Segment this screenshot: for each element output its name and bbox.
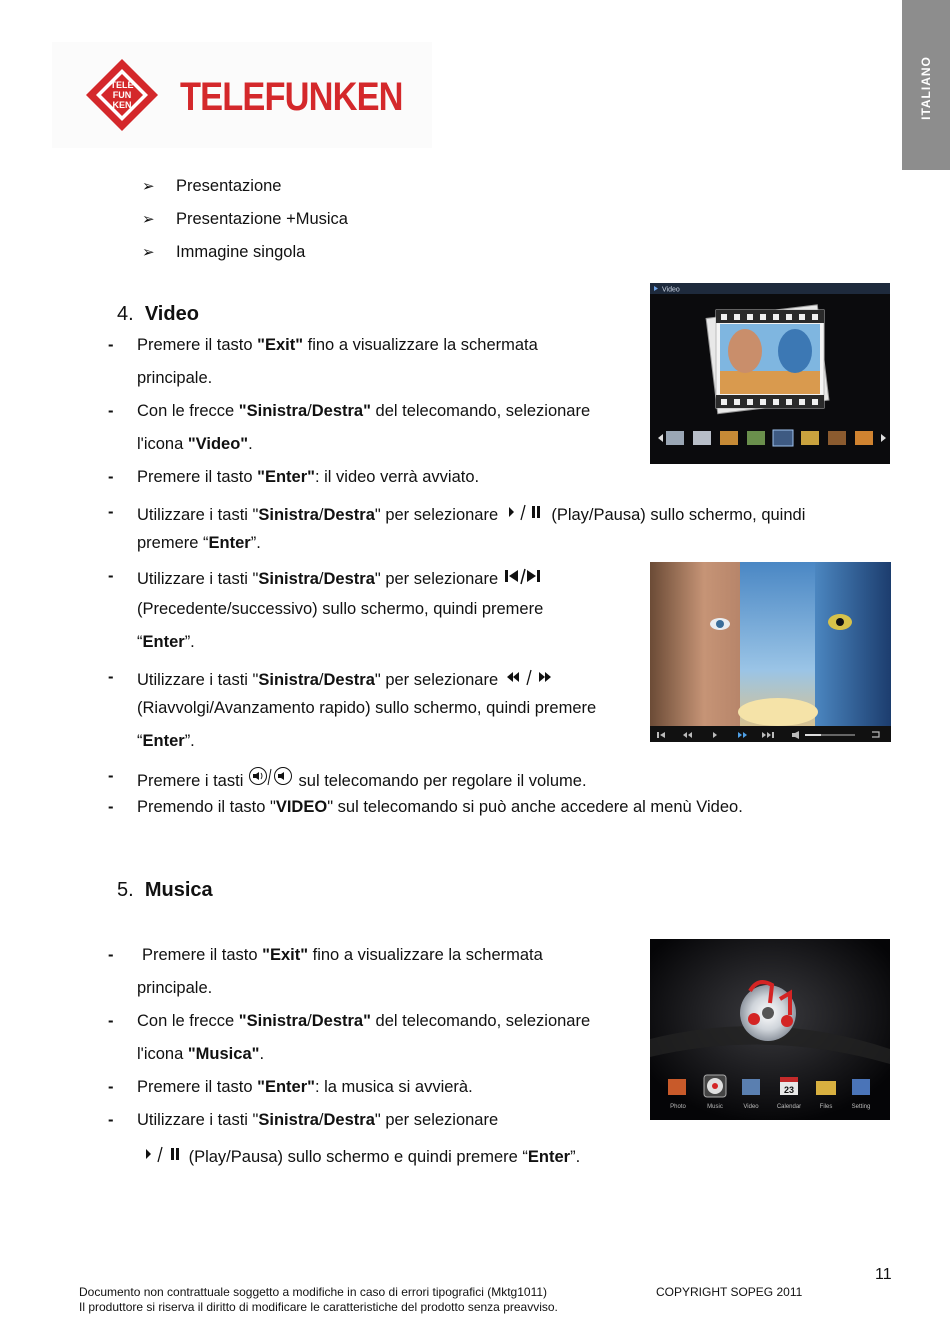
list-dash: - bbox=[108, 668, 114, 686]
list-dash: - bbox=[108, 567, 114, 585]
arrow-bullet-icon: ➢ bbox=[142, 211, 155, 228]
list-dash: - bbox=[108, 1012, 114, 1030]
video-step-8: Premendo il tasto "VIDEO" sul telecomando si può anche accedere al menù Video. bbox=[137, 798, 743, 816]
video-step-2-cont: l'icona "Video". bbox=[137, 435, 253, 453]
photo-mode-item: Presentazione bbox=[176, 177, 282, 195]
calendar-day: 23 bbox=[783, 1085, 795, 1095]
video-step-2: Con le frecce "Sinistra/Destra" del telecomando, selezionare bbox=[137, 402, 591, 420]
list-dash: - bbox=[108, 336, 114, 354]
music-section-heading bbox=[117, 879, 213, 902]
telefunken-emblem-icon bbox=[84, 57, 160, 133]
video-step-5: Utilizzare i tasti "Sinistra/Destra" per selezionare bbox=[137, 567, 545, 589]
video-step-5-cont2: “Enter”. bbox=[137, 633, 195, 651]
video-section-number: 4. bbox=[117, 303, 134, 325]
brand-name: TELEFUNKEN bbox=[180, 75, 403, 119]
video-menu-screenshot bbox=[650, 283, 890, 464]
menu-label-music: Music bbox=[707, 1104, 723, 1110]
list-dash: - bbox=[108, 1111, 114, 1129]
arrow-bullet-icon: ➢ bbox=[142, 178, 155, 195]
music-step-1: Premere il tasto "Exit" fino a visualizzare la schermata bbox=[142, 946, 543, 964]
menu-label-setting: Setting bbox=[851, 1104, 871, 1110]
list-dash: - bbox=[108, 767, 114, 785]
footer-rights: Il produttore si riserva il diritto di modificare le caratteristiche del prodotto senza preavviso. bbox=[79, 1300, 558, 1314]
music-step-2-cont: l'icona "Musica". bbox=[137, 1045, 265, 1063]
music-section-number: 5. bbox=[117, 879, 134, 901]
video-step-4: Utilizzare i tasti "Sinistra/Destra" per selezionare (Play/Pausa) sullo schermo, quindi bbox=[137, 503, 805, 525]
video-section-title: Video bbox=[144, 303, 199, 325]
emblem-line-3: KEN bbox=[112, 100, 132, 110]
list-dash: - bbox=[108, 402, 114, 420]
list-dash: - bbox=[108, 503, 114, 521]
volume-buttons-icon bbox=[248, 767, 294, 787]
list-dash: - bbox=[108, 798, 114, 816]
menu-label-video: Video bbox=[743, 1104, 759, 1110]
music-section-title: Musica bbox=[144, 879, 213, 901]
video-step-6-cont2: “Enter”. bbox=[137, 732, 195, 750]
video-step-4-cont: premere “Enter”. bbox=[137, 534, 261, 552]
video-menu-header: Video bbox=[662, 286, 680, 294]
menu-label-files: Files bbox=[819, 1104, 833, 1110]
rewind-fast-forward-icon bbox=[503, 668, 555, 686]
music-step-2: Con le frecce "Sinistra/Destra" del telecomando, selezionare bbox=[137, 1012, 591, 1030]
music-step-1-cont: principale. bbox=[137, 979, 213, 997]
language-tab bbox=[902, 0, 950, 170]
arrow-bullet-icon: ➢ bbox=[142, 244, 155, 261]
video-step-6-cont: (Riavvolgi/Avanzamento rapido) sullo schermo, quindi premere bbox=[137, 699, 597, 717]
page-number: 11 bbox=[875, 1266, 892, 1283]
play-pause-icon bbox=[503, 503, 547, 521]
video-step-7: Premere i tasti sul telecomando per regolare il volume. bbox=[137, 767, 587, 791]
music-menu-screenshot bbox=[650, 939, 890, 1120]
menu-label-photo: Photo bbox=[670, 1104, 686, 1110]
video-playback-screenshot bbox=[650, 562, 891, 742]
music-step-4-cont: (Play/Pausa) sullo schermo e quindi premere “Enter”. bbox=[140, 1145, 580, 1167]
list-dash: - bbox=[108, 1078, 114, 1096]
music-step-3: Premere il tasto "Enter": la musica si avvierà. bbox=[137, 1078, 473, 1096]
language-tab-label: ITALIANO bbox=[919, 56, 933, 120]
play-pause-icon bbox=[140, 1145, 184, 1163]
footer-copyright: COPYRIGHT SOPEG 2011 bbox=[656, 1285, 803, 1299]
menu-label-calendar: Calendar bbox=[776, 1104, 802, 1110]
video-step-1: Premere il tasto "Exit" fino a visualizzare la schermata bbox=[137, 336, 538, 354]
previous-next-icon bbox=[503, 567, 545, 585]
photo-mode-item: Presentazione +Musica bbox=[176, 210, 348, 228]
emblem-line-1: TELE bbox=[110, 80, 134, 90]
footer-disclaimer: Documento non contrattuale soggetto a modifiche in caso di errori tipografici (Mktg1011) bbox=[79, 1285, 548, 1299]
video-step-3: Premere il tasto "Enter": il video verrà avviato. bbox=[137, 468, 480, 486]
photo-mode-item: Immagine singola bbox=[176, 243, 306, 261]
video-step-5-cont: (Precedente/successivo) sullo schermo, quindi premere bbox=[137, 600, 544, 618]
video-section-heading bbox=[117, 303, 199, 326]
list-dash: - bbox=[108, 946, 114, 964]
list-dash: - bbox=[108, 468, 114, 486]
video-step-1-cont: principale. bbox=[137, 369, 213, 387]
emblem-line-2: FUN bbox=[112, 90, 132, 100]
video-step-6: Utilizzare i tasti "Sinistra/Destra" per selezionare bbox=[137, 668, 555, 690]
music-step-4: Utilizzare i tasti "Sinistra/Destra" per selezionare bbox=[137, 1111, 499, 1129]
